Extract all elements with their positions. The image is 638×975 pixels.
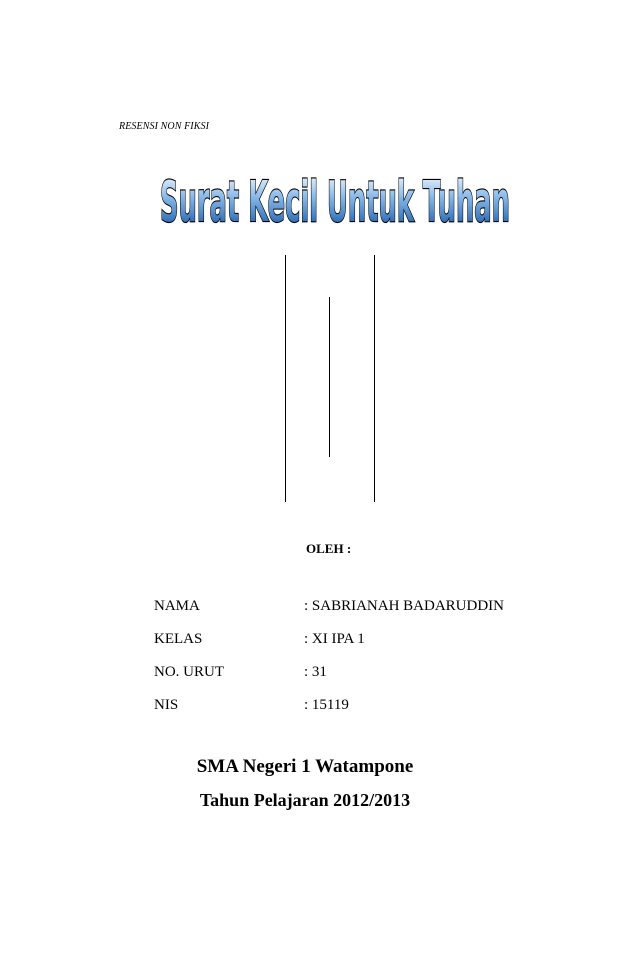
school-name: SMA Negeri 1 Watampone <box>196 756 414 777</box>
identity-row-nama <box>154 598 574 631</box>
identity-row-kelas <box>154 631 574 664</box>
identity-row-nis <box>154 697 574 730</box>
vertical-line-left <box>285 255 286 502</box>
identity-value: : XI IPA 1 <box>304 631 365 647</box>
identity-table <box>154 598 574 730</box>
title-text: Surat Kecil Untuk Tuhan <box>160 170 510 235</box>
identity-label: NIS <box>154 697 179 713</box>
identity-value: : 31 <box>304 664 327 680</box>
identity-row-no-urut <box>154 664 574 697</box>
author-heading: OLEH : <box>306 541 352 556</box>
wordart-title <box>150 155 520 235</box>
vertical-line-middle <box>329 297 330 457</box>
document-type-label: RESENSI NON FIKSI <box>119 121 210 132</box>
identity-label: NAMA <box>154 598 200 614</box>
identity-label: NO. URUT <box>154 664 224 680</box>
vertical-line-right <box>374 255 375 502</box>
identity-value: : 15119 <box>304 697 349 713</box>
identity-label: KELAS <box>154 631 203 647</box>
identity-value: : SABRIANAH BADARUDDIN <box>304 598 505 614</box>
academic-year: Tahun Pelajaran 2012/2013 <box>199 790 411 810</box>
